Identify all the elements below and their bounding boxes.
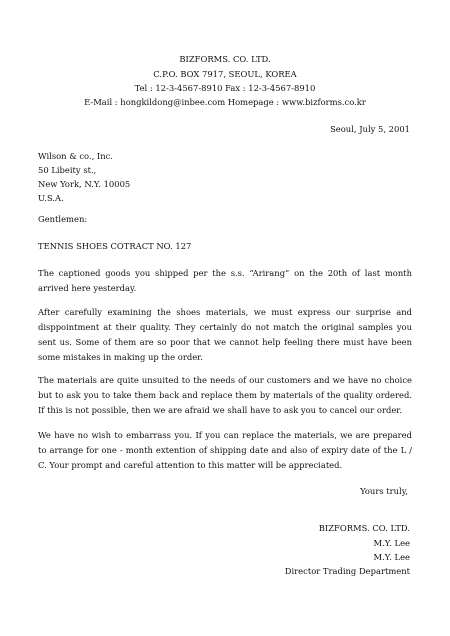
body-paragraph-3: The materials are quite unsuited to the needs of our customers and we have no choice but to ask you to take them back and replace them by materials of the quality ordered. If this is not possible, then we are afraid we shall have to ask you to cancel our order.	[38, 375, 412, 415]
closing: Yours truly,	[360, 486, 408, 496]
recipient-line-3: New York, N.Y. 10005	[38, 179, 131, 189]
signature-name-1: M.Y. Lee	[373, 538, 410, 548]
signature-name-2: M.Y. Lee	[373, 552, 410, 562]
letterhead-address: C.P.O. BOX 7917, SEOUL, KOREA	[153, 69, 297, 79]
body-paragraph-4: We have no wish to embarrass you. If you can replace the materials, we are prepared to arrange for one - month extention of shipping date and also of expiry date of the L / C. Your prompt and careful attention to this matter will be appreciated.	[38, 430, 412, 470]
recipient-line-1: Wilson & co., Inc.	[38, 151, 113, 161]
salutation: Gentlemen:	[38, 214, 88, 224]
recipient-line-4: U.S.A.	[38, 193, 64, 203]
body-paragraph-2: After carefully examining the shoes materials, we must express our surprise and disppointment at their quality. They certainly do not match the original samples you sent us. Some of them are so poor that we cannot help feeling there must have been some mistakes in making up the order.	[38, 307, 412, 362]
subject-line: TENNIS SHOES COTRACT NO. 127	[38, 241, 192, 251]
body-paragraph-1: The captioned goods you shipped per the s.s. “Arirang” on the 20th of last month arrived here yesterday.	[38, 268, 412, 293]
signature-title: Director Trading Department	[284, 566, 410, 576]
letterhead-phone-fax: Tel : 12-3-4567-8910 Fax : 12-3-4567-8910	[134, 83, 316, 93]
letterhead-company: BIZFORMS. CO. LTD.	[179, 54, 271, 64]
letter-date: Seoul, July 5, 2001	[330, 124, 410, 134]
letterhead-email-web: E-Mail : hongkildong@inbee.com Homepage : www.bizforms.co.kr	[84, 97, 366, 107]
recipient-line-2: 50 Libeity st.,	[38, 165, 97, 175]
signature-company: BIZFORMS. CO. LTD.	[318, 523, 410, 533]
